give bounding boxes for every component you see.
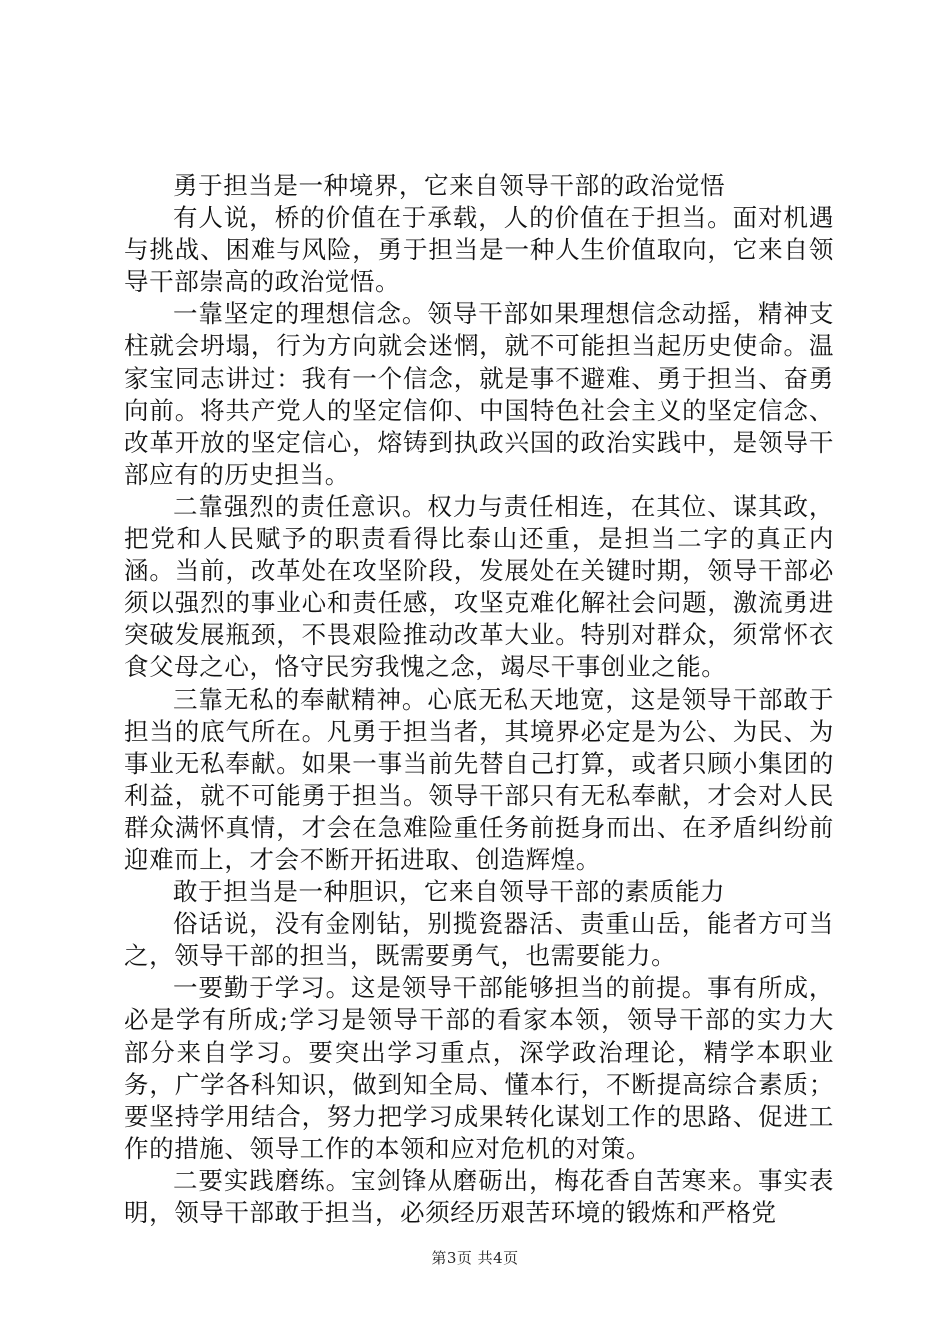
paragraph: 一靠坚定的理想信念。领导干部如果理想信念动摇，精神支柱就会坍塌，行为方向就会迷惘，就不可能担当起历史使命。温家宝同志讲过：我有一个信念，就是事不避难、勇于担当、奋勇向前。将共产党人的坚定信仰、中国特色社会主义的坚定信念、改革开放的坚定信心，熔铸到执政兴国的政治实践中，是领导干部应有的历史担当。 xyxy=(124,299,834,489)
paragraph: 二要实践磨练。宝剑锋从磨砺出，梅花香自苦寒来。事实表明，领导干部敢于担当，必须经历艰苦环境的锻炼和严格党 xyxy=(124,1165,834,1227)
page-footer: 第3页 共4页 xyxy=(431,1249,519,1267)
paragraph: 有人说，桥的价值在于承载，人的价值在于担当。面对机遇与挑战、困难与风险，勇于担当是一种人生价值取向，它来自领导干部崇高的政治觉悟。 xyxy=(124,203,834,297)
paragraph: 二靠强烈的责任意识。权力与责任相连，在其位、谋其政，把党和人民赋予的职责看得比泰山还重，是担当二字的真正内涵。当前，改革处在攻坚阶段，发展处在关键时期，领导干部必须以强烈的事业心和责任感，攻坚克难化解社会问题，激流勇进突破发展瓶颈，不畏艰险推动改革大业。特别对群众，须常怀衣食父母之心，恪守民穷我愧之念，竭尽干事创业之能。 xyxy=(124,491,834,682)
section-heading-2: 敢于担当是一种胆识，它来自领导干部的素质能力 xyxy=(173,877,726,907)
section-heading-1: 勇于担当是一种境界，它来自领导干部的政治觉悟 xyxy=(173,171,726,200)
document-body xyxy=(124,170,834,1229)
paragraph: 三靠无私的奉献精神。心底无私天地宽，这是领导干部敢于担当的底气所在。凡勇于担当者，其境界必定是为公、为民、为事业无私奉献。如果一事当前先替自己打算，或者只顾小集团的利益，就不可能勇于担当。领导干部只有无私奉献，才会对人民群众满怀真情，才会在急难险重任务前挺身而出、在矛盾纠纷前迎难而上，才会不断开拓进取、创造辉煌。 xyxy=(124,684,834,874)
paragraph: 俗话说，没有金刚钻，别揽瓷器活、责重山岳，能者方可当之，领导干部的担当，既需要勇气，也需要能力。 xyxy=(124,909,834,971)
paragraph: 一要勤于学习。这是领导干部能够担当的前提。事有所成，必是学有所成;学习是领导干部的看家本领，领导干部的实力大部分来自学习。要突出学习重点，深学政治理论，精学本职业务，广学各科知识，做到知全局、懂本行，不断提高综合素质；要坚持学用结合，努力把学习成果转化谋划工作的思路、促进工作的措施、领导工作的本领和应对危机的对策。 xyxy=(124,973,834,1163)
